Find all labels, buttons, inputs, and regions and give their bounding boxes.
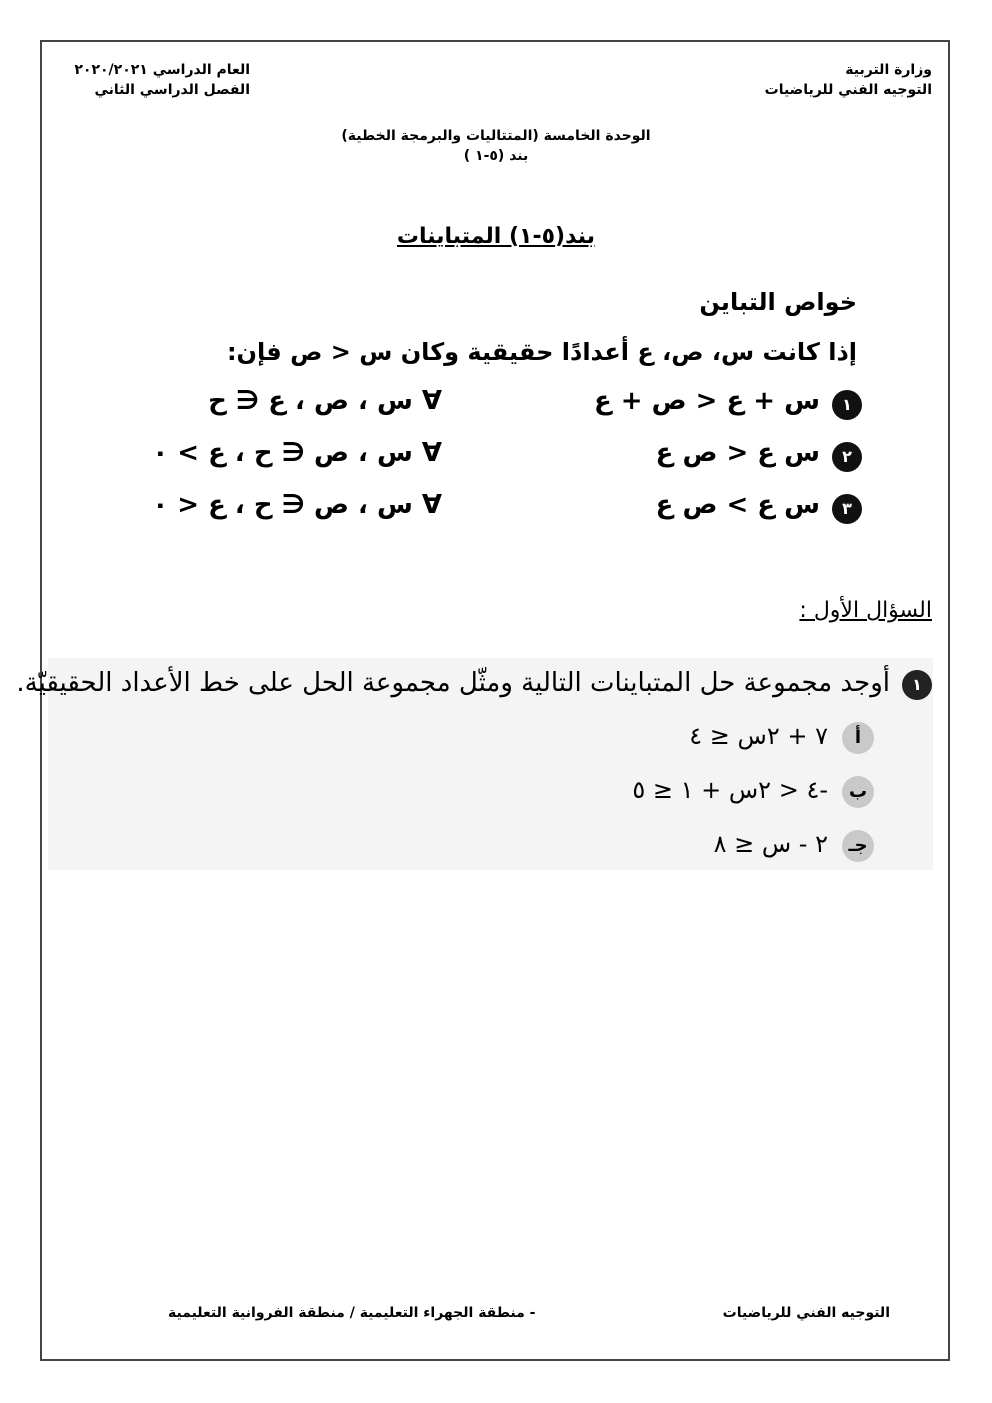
property-number: ٣ <box>832 494 862 524</box>
lesson-title: بند(٥-١) المتباينات <box>396 224 596 249</box>
property-inequality: س + ع < ص + ع <box>593 386 820 416</box>
property-condition: ∀ س ، ص ∈ ح ، ع < ٠ <box>152 490 442 520</box>
unit-block <box>0 126 992 166</box>
question-text: أوجد مجموعة حل المتباينات التالية ومثّل مجموعة الحل على خط الأعداد الحقيقيّة. <box>16 668 890 698</box>
question-title: السؤال الأول : <box>799 598 932 623</box>
department-name: التوجيه الفني للرياضيات <box>764 82 932 98</box>
property-row <box>122 438 862 478</box>
part-expression: ٧ + ٢س ≤ ٤ <box>689 722 828 750</box>
property-row <box>122 490 862 530</box>
property-row <box>122 386 862 426</box>
properties-title: خواص التباين <box>699 288 857 316</box>
part-label: أ <box>842 722 874 754</box>
question-part <box>594 776 874 812</box>
footer-regions: - منطقة الجهراء التعليمية / منطقة الفروانية التعليمية <box>168 1305 536 1321</box>
properties-condition: إذا كانت س، ص، ع أعدادًا حقيقية وكان س < ص فإن: <box>226 338 857 366</box>
header-right <box>765 60 932 100</box>
unit-section: بند (٥-١ ) <box>463 148 529 164</box>
question-part <box>634 830 874 866</box>
unit-title: الوحدة الخامسة (المتتاليات والبرمجة الخطية) <box>341 128 651 144</box>
ministry-name: وزارة التربية <box>845 62 932 78</box>
property-number: ١ <box>832 390 862 420</box>
footer-department: التوجيه الفني للرياضيات <box>722 1305 890 1321</box>
question-part <box>634 722 874 758</box>
property-number: ٢ <box>832 442 862 472</box>
part-expression: ٢ - س ≤ ٨ <box>713 830 828 858</box>
academic-year: العام الدراسي ٢٠٢٠/٢٠٢١ <box>74 62 250 78</box>
header-left <box>60 60 250 100</box>
question-number: ١ <box>902 670 932 700</box>
property-condition: ∀ س ، ص ، ع ∈ ح <box>208 386 442 416</box>
part-expression: -٤ < ٢س + ١ ≤ ٥ <box>632 776 828 804</box>
part-label: ب <box>842 776 874 808</box>
semester: الفصل الدراسي الثاني <box>94 82 250 98</box>
part-label: جـ <box>842 830 874 862</box>
property-inequality: س ع > ص ع <box>655 490 820 520</box>
property-condition: ∀ س ، ص ∈ ح ، ع > ٠ <box>152 438 442 468</box>
property-inequality: س ع < ص ع <box>655 438 820 468</box>
